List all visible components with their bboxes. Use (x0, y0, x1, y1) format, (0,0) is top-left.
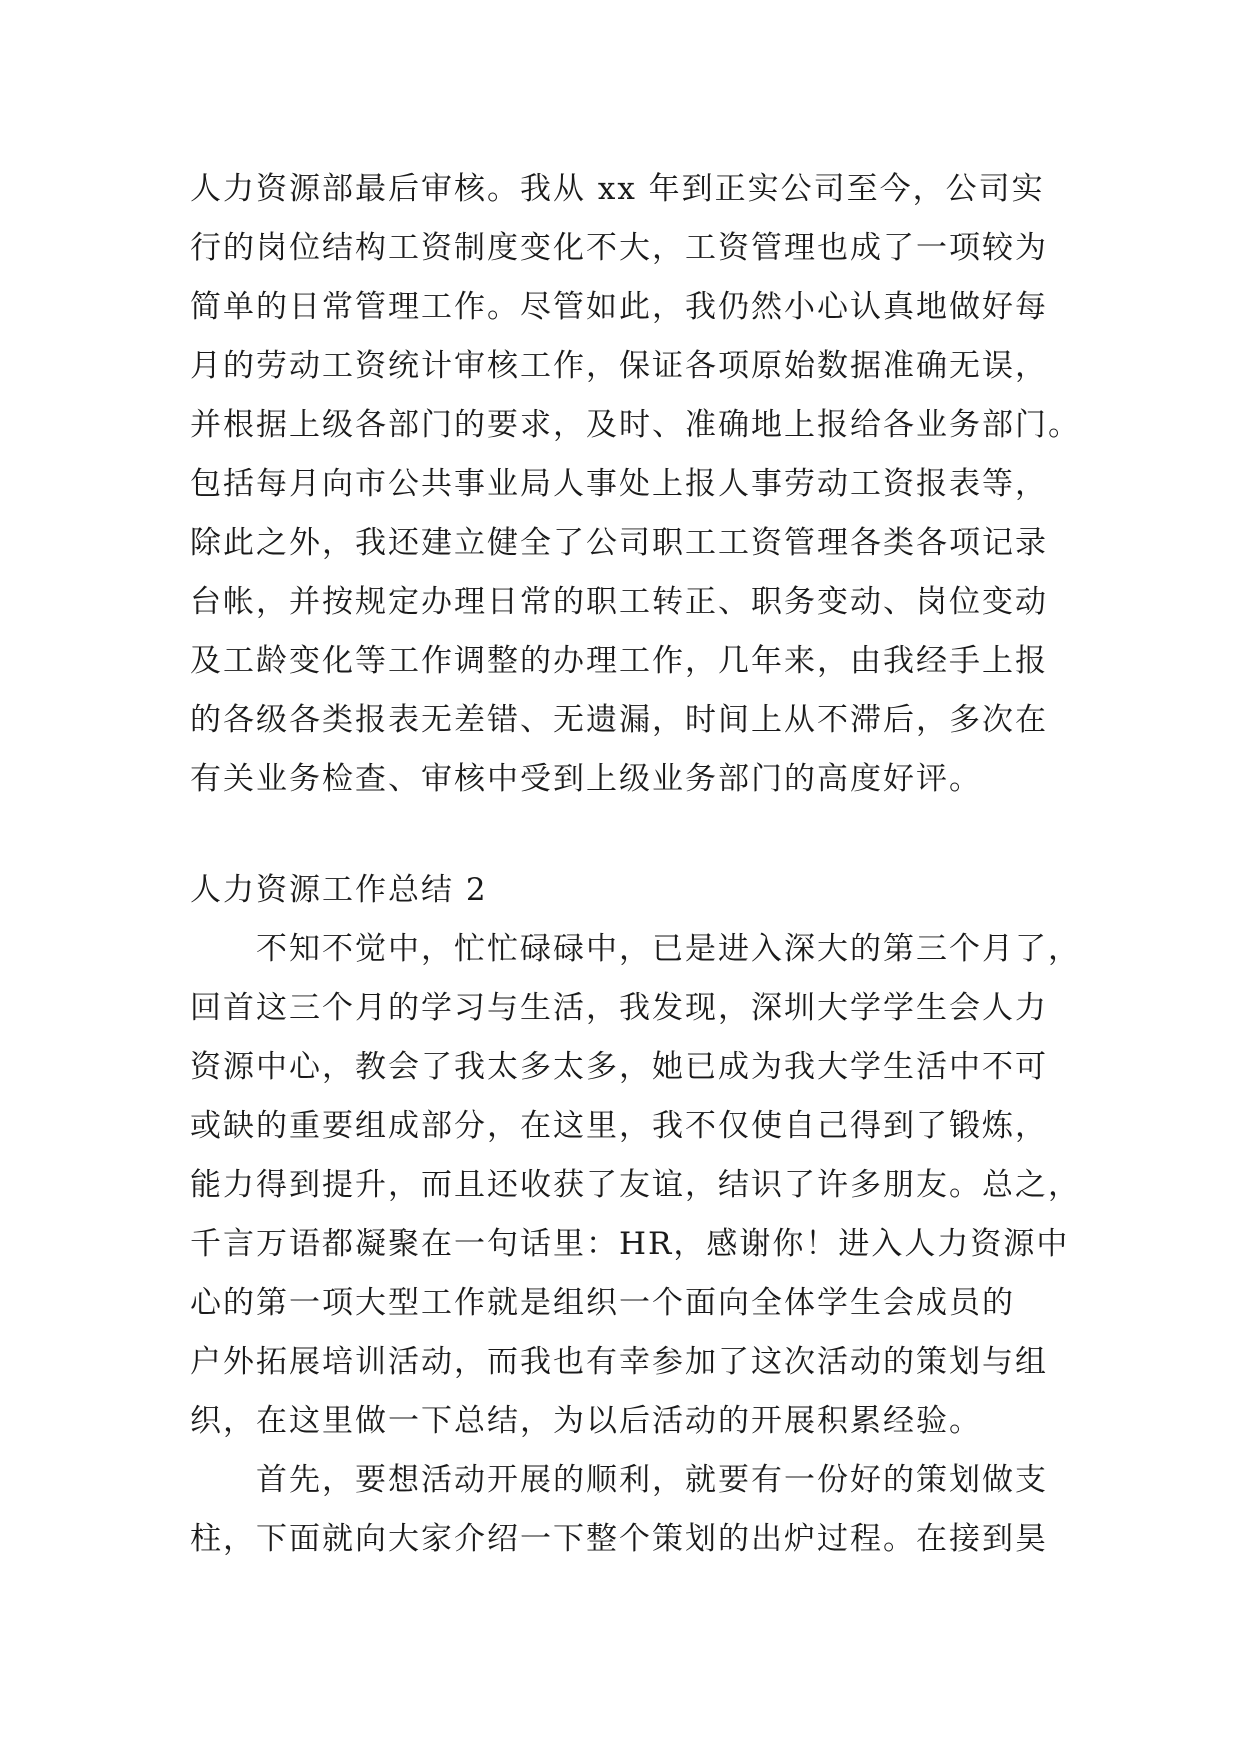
text-line: 或缺的重要组成部分，在这里，我不仅使自己得到了锻炼， (190, 1108, 1048, 1144)
section-2-paragraph-2 (190, 1451, 1070, 1569)
text-line: 包括每月向市公共事业局人事处上报人事劳动工资报表等， (190, 466, 1048, 502)
section-heading: 人力资源工作总结 2 (190, 872, 488, 908)
section-2-paragraph-1 (190, 920, 1081, 1451)
text-line: 千言万语都凝聚在一句话里：HR，感谢你！进入人力资源中 (190, 1226, 1070, 1262)
text-line: 人力资源部最后审核。我从 xx 年到正实公司至今，公司实 (190, 171, 1045, 207)
document-page (190, 160, 1081, 1569)
text-line: 并根据上级各部门的要求，及时、准确地上报给各业务部门。 (190, 407, 1081, 443)
text-line: 台帐，并按规定办理日常的职工转正、职务变动、岗位变动 (190, 584, 1048, 620)
text-line: 资源中心，教会了我太多太多，她已成为我大学生活中不可 (190, 1049, 1048, 1085)
text-line: 回首这三个月的学习与生活，我发现，深圳大学学生会人力 (190, 990, 1048, 1026)
text-line: 心的第一项大型工作就是组织一个面向全体学生会成员的 (190, 1285, 1015, 1321)
text-line: 织，在这里做一下总结，为以后活动的开展积累经验。 (190, 1403, 982, 1439)
text-line: 柱，下面就向大家介绍一下整个策划的出炉过程。在接到昊 (190, 1521, 1048, 1557)
text-line: 不知不觉中，忙忙碌碌中，已是进入深大的第三个月了， (256, 931, 1081, 967)
text-line: 首先，要想活动开展的顺利，就要有一份好的策划做支 (256, 1462, 1048, 1498)
text-line: 简单的日常管理工作。尽管如此，我仍然小心认真地做好每 (190, 289, 1048, 325)
text-line: 月的劳动工资统计审核工作，保证各项原始数据准确无误， (190, 348, 1048, 384)
text-line: 行的岗位结构工资制度变化不大，工资管理也成了一项较为 (190, 230, 1048, 266)
text-line: 除此之外，我还建立健全了公司职工工资管理各类各项记录 (190, 525, 1048, 561)
text-line: 户外拓展培训活动，而我也有幸参加了这次活动的策划与组 (190, 1344, 1048, 1380)
text-line: 及工龄变化等工作调整的办理工作，几年来，由我经手上报 (190, 643, 1048, 679)
text-line: 能力得到提升，而且还收获了友谊，结识了许多朋友。总之， (190, 1167, 1081, 1203)
text-line: 有关业务检查、审核中受到上级业务部门的高度好评。 (190, 761, 982, 797)
section-1-paragraph (190, 160, 1081, 809)
section-gap (190, 809, 1070, 861)
text-line: 的各级各类报表无差错、无遗漏，时间上从不滞后，多次在 (190, 702, 1048, 738)
